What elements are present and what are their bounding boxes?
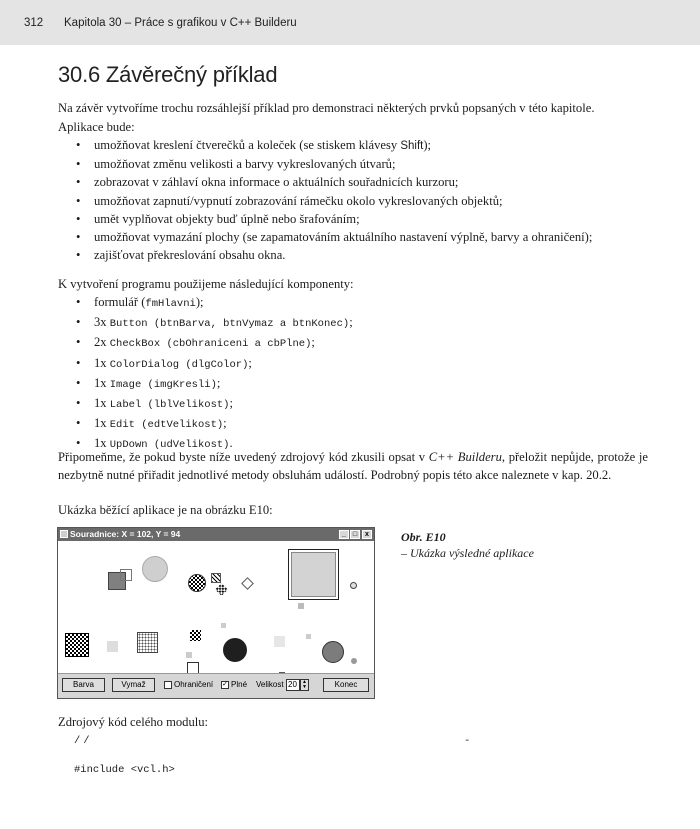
list-item: • 1x UpDown (udVelikost). (74, 434, 353, 454)
minimize-icon[interactable]: _ (339, 530, 349, 539)
light-square (107, 641, 118, 652)
chapter-title: Kapitola 30 – Práce s grafikou v C++ Builderu (64, 17, 297, 29)
grey-circle (322, 641, 344, 663)
fill-checkbox-label: Plné (231, 680, 248, 689)
app-will-label: Aplikace bude: (58, 120, 135, 134)
tiny-square (186, 652, 192, 658)
list-item: • 3x Button (btnBarva, btnVymaz a btnKonec); (74, 313, 353, 333)
tiny-square (298, 603, 304, 609)
small-hatched-square (211, 573, 221, 583)
list-item: • umožňovat kreslení čtverečků a koleček (se stiskem klávesy Shift); (74, 136, 592, 155)
app-window-figure (57, 527, 375, 699)
border-checkbox-label: Ohraničení (174, 680, 214, 689)
list-item: • zobrazovat v záhlaví okna informace o aktuálních souřadnicích kurzoru; (74, 173, 592, 191)
black-circle (223, 638, 247, 662)
components-list (74, 293, 353, 455)
fill-checkbox[interactable]: ✓ (222, 681, 228, 688)
list-item: • 1x Label (lblVelikost); (74, 394, 353, 414)
maximize-icon[interactable]: □ (350, 530, 360, 539)
source-intro: Zdrojový kód celého modulu: (58, 715, 209, 729)
border-checkbox[interactable] (164, 681, 172, 689)
checker-diamond (215, 583, 228, 596)
close-icon[interactable]: x (362, 530, 372, 539)
figure-caption (401, 529, 534, 561)
window-title-bar (58, 528, 374, 541)
tiny-circle (351, 658, 357, 664)
outline-square (120, 569, 132, 581)
list-item: • 1x Edit (edtVelikost); (74, 414, 353, 434)
app-icon (60, 530, 68, 538)
dotted-square (137, 632, 158, 653)
grey-circle (142, 556, 168, 582)
size-updown[interactable] (300, 679, 309, 691)
large-grey-square (291, 552, 336, 597)
light-square (274, 636, 285, 647)
end-button[interactable]: Konec (323, 678, 369, 692)
code-dash: - (464, 735, 471, 747)
section-title: 30.6 Závěrečný příklad (58, 62, 278, 87)
code-line: // (74, 735, 93, 747)
spin-down-icon[interactable]: ▼ (302, 684, 307, 690)
color-button[interactable]: Barva (62, 678, 105, 692)
figure-reference: Ukázka běžící aplikace je na obrázku E10: (58, 503, 273, 517)
window-title: Souradnice: X = 102, Y = 94 (70, 529, 181, 539)
drawing-canvas[interactable] (60, 542, 372, 673)
size-label: Velikost (256, 680, 284, 689)
note-paragraph: Připomeňme, že pokud byste níže uvedený zdrojový kód zkusili opsat v C++ Builderu, přeložit nepůjde, protože je nezbytně nutné přiřadit jednotlivé metody obsluhám událostí. Podrobný popis této akce naleznete v kap. 20.2. (58, 450, 648, 483)
hatched-circle (188, 574, 206, 592)
small-checker-square (190, 630, 201, 641)
small-diamond (241, 577, 254, 590)
list-item: • umožňovat změnu velikosti a barvy vykreslovaných útvarů; (74, 155, 592, 173)
list-item: • umožňovat vymazání plochy (se zapamatováním aktuálního nastavení výplně, barvy a ohraničení); (74, 228, 592, 246)
tiny-square (221, 623, 226, 628)
list-item: • 2x CheckBox (cbOhraniceni a cbPlne); (74, 333, 353, 353)
small-circle (350, 582, 357, 589)
list-item: • umět vyplňovat objekty buď úplně nebo šrafováním; (74, 210, 592, 228)
spin-up-icon[interactable]: ▲ (302, 679, 307, 685)
components-intro: K vytvoření programu použijeme následující komponenty: (58, 277, 354, 291)
figure-caption-text: – Ukázka výsledné aplikace (401, 546, 534, 560)
clear-button[interactable]: Vymaž (112, 678, 155, 692)
list-item: • zajišťovat překreslování obsahu okna. (74, 246, 592, 264)
list-item: • 1x Image (imgKresli); (74, 374, 353, 394)
control-panel (58, 673, 374, 698)
tiny-square (306, 634, 311, 639)
list-item: • umožňovat zapnutí/vypnutí zobrazování rámečku okolo vykreslovaných objektů; (74, 192, 592, 210)
size-input[interactable]: 20 (286, 679, 300, 691)
intro-paragraph: Na závěr vytvoříme trochu rozsáhlejší příklad pro demonstraci některých prvků popsaných v této kapitole. (58, 101, 595, 115)
list-item: • formulář (fmHlavni); (74, 293, 353, 313)
page-number: 312 (24, 17, 44, 29)
running-header (0, 0, 700, 45)
list-item: • 1x ColorDialog (dlgColor); (74, 354, 353, 374)
shift-key: Shift (400, 140, 424, 152)
checker-square (65, 633, 89, 657)
code-line: #include <vcl.h> (74, 764, 175, 776)
figure-label: Obr. E10 (401, 530, 446, 544)
feature-list (74, 136, 592, 264)
